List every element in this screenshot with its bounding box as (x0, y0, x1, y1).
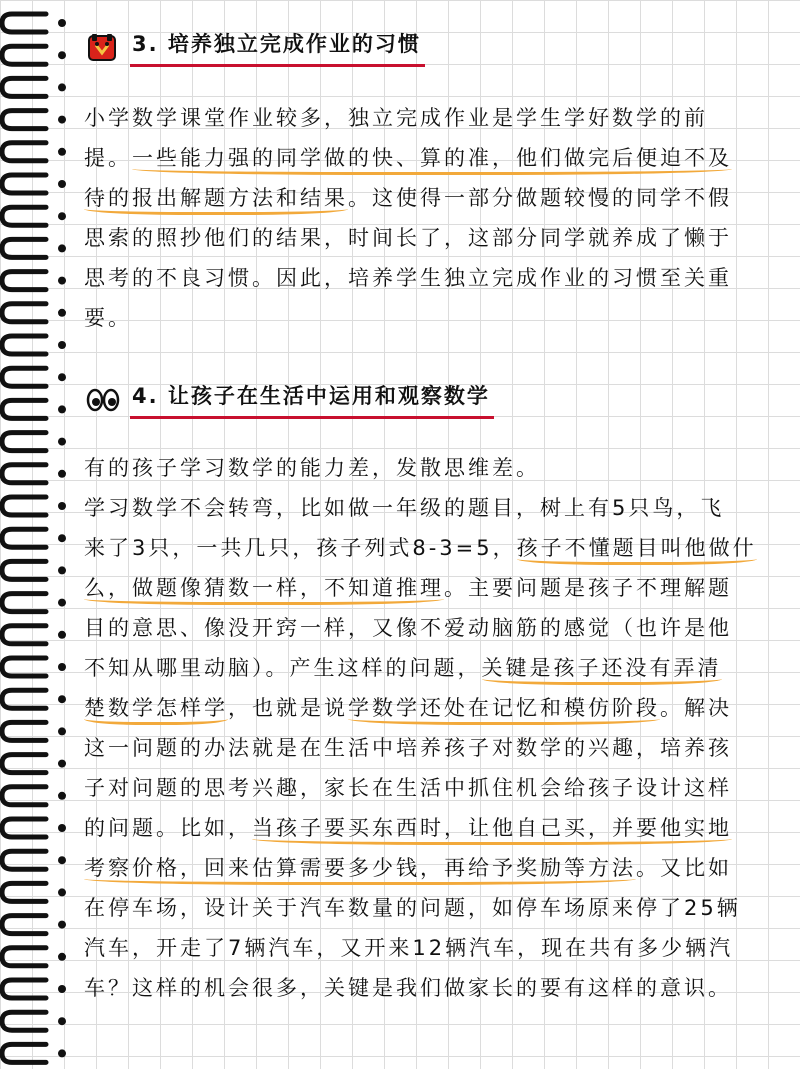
binding-ring (2, 626, 46, 644)
text-line (84, 968, 774, 1008)
text-segment: 。主要问题是孩子不理解题 (444, 576, 732, 600)
eyes-icon (86, 385, 120, 415)
binding-hole (58, 438, 66, 446)
text-segment: 。这使得一部分做题较慢的同学不假 (348, 186, 732, 210)
text-segment: 思考的不良习惯。因此，培养学生独立完成作业的习惯至关重 (84, 266, 732, 290)
binding-hole (58, 212, 66, 220)
binding-ring (2, 658, 46, 676)
text-segment: 有的孩子学习数学的能力差，发散思维差。 (84, 456, 540, 480)
binding-hole (58, 1049, 66, 1057)
text-line (84, 768, 774, 808)
binding-ring (2, 207, 46, 225)
highlighted-text: 待的报出解题方法和结果 (84, 186, 348, 215)
section-4-paragraph (84, 448, 774, 1008)
binding-hole (58, 985, 66, 993)
binding-ring (2, 916, 46, 934)
text-line (84, 608, 774, 648)
binding-hole (58, 180, 66, 188)
binding-ring (2, 883, 46, 901)
binding-ring (2, 272, 46, 290)
binding-ring (2, 304, 46, 322)
binding-hole (58, 148, 66, 156)
binding-hole (58, 888, 66, 896)
text-line (84, 688, 774, 728)
binding-ring (2, 465, 46, 483)
binding-hole (58, 566, 66, 574)
text-line (84, 488, 774, 528)
text-segment: 这一问题的办法就是在生活中培养孩子对数学的兴趣，培养孩 (84, 736, 732, 760)
binding-hole (58, 373, 66, 381)
text-segment: 思索的照抄他们的结果，时间长了，这部分同学就养成了懒于 (84, 226, 732, 250)
text-line (84, 258, 774, 298)
text-segment: ，也就是说 (228, 696, 348, 720)
text-segment: 的问题。比如， (84, 816, 252, 840)
highlighted-text: 么，做题像猜数一样，不知道推理 (84, 576, 444, 605)
binding-hole (58, 502, 66, 510)
text-line (84, 728, 774, 768)
text-segment: 提。 (84, 146, 132, 170)
section-3-paragraph (84, 98, 774, 338)
binding-hole (58, 534, 66, 542)
text-segment: 子对问题的思考兴趣，家长在生活中抓住机会给孩子设计这样 (84, 776, 732, 800)
text-segment: 车？这样的机会很多，关键是我们做家长的要有这样的意识。 (84, 976, 732, 1000)
binding-hole (58, 116, 66, 124)
text-line (84, 448, 774, 488)
binding-hole (58, 760, 66, 768)
binding-ring (2, 433, 46, 451)
text-line (84, 298, 774, 338)
red-book-icon (86, 33, 120, 63)
text-line (84, 648, 774, 688)
text-line (84, 808, 774, 848)
text-line (84, 568, 774, 608)
binding-ring (2, 980, 46, 998)
binding-ring (2, 722, 46, 740)
text-line (84, 928, 774, 968)
binding-hole (58, 470, 66, 478)
binding-hole (58, 953, 66, 961)
text-segment: 汽车，开走了7辆汽车，又开来12辆汽车，现在共有多少辆汽 (84, 936, 734, 960)
binding-hole (58, 51, 66, 59)
spiral-binding (0, 0, 80, 1069)
text-line (84, 888, 774, 928)
text-segment: 。又比如 (636, 856, 732, 880)
binding-ring (2, 143, 46, 161)
binding-ring (2, 1012, 46, 1030)
section-4-heading (86, 380, 494, 419)
binding-ring (2, 851, 46, 869)
binding-ring (2, 175, 46, 193)
binding-hole (58, 405, 66, 413)
binding-ring (2, 755, 46, 773)
binding-hole (58, 727, 66, 735)
text-line (84, 218, 774, 258)
section-4-title: 4. 让孩子在生活中运用和观察数学 (130, 380, 494, 419)
text-segment: 小学数学课堂作业较多，独立完成作业是学生学好数学的前 (84, 106, 708, 130)
text-segment: 来了3只，一共几只，孩子列式8-3=5， (84, 536, 517, 560)
binding-ring (2, 78, 46, 96)
binding-hole (58, 792, 66, 800)
binding-ring (2, 948, 46, 966)
text-line (84, 178, 774, 218)
binding-ring (2, 497, 46, 515)
text-segment: 要。 (84, 306, 132, 330)
binding-hole (58, 19, 66, 27)
binding-ring (2, 529, 46, 547)
text-line (84, 98, 774, 138)
binding-hole (58, 824, 66, 832)
text-line (84, 528, 774, 568)
binding-hole (58, 663, 66, 671)
binding-ring (2, 1044, 46, 1062)
binding-hole (58, 856, 66, 864)
highlighted-text: 当孩子要买东西时，让他自己买，并要他实地 (252, 816, 732, 845)
binding-ring (2, 336, 46, 354)
binding-ring (2, 400, 46, 418)
binding-ring (2, 46, 46, 64)
text-line (84, 848, 774, 888)
binding-hole (58, 599, 66, 607)
text-segment: 不知从哪里动脑）。产生这样的问题， (84, 656, 482, 680)
highlighted-text: 孩子不懂题目叫他做什 (517, 536, 757, 565)
binding-hole (58, 309, 66, 317)
text-line (84, 138, 774, 178)
binding-hole (58, 244, 66, 252)
binding-ring (2, 787, 46, 805)
highlighted-text: 楚数学怎样学 (84, 696, 228, 725)
binding-hole (58, 341, 66, 349)
binding-ring (2, 819, 46, 837)
binding-hole (58, 695, 66, 703)
section-3-heading (86, 28, 425, 67)
binding-ring (2, 368, 46, 386)
highlighted-text: 学数学还处在记忆和模仿阶段 (348, 696, 660, 725)
text-segment: 目的意思、像没开窍一样，又像不爱动脑筋的感觉（也许是他 (84, 616, 732, 640)
highlighted-text: 考察价格，回来估算需要多少钱，再给予奖励等方法 (84, 856, 636, 885)
highlighted-text: 一些能力强的同学做的快、算的准，他们做完后便迫不及 (132, 146, 732, 175)
section-3-title: 3. 培养独立完成作业的习惯 (130, 28, 425, 67)
text-segment: 。解决 (660, 696, 732, 720)
text-segment: 学习数学不会转弯，比如做一年级的题目，树上有5只鸟，飞 (84, 496, 725, 520)
binding-ring (2, 14, 46, 32)
binding-hole (58, 631, 66, 639)
binding-ring (2, 690, 46, 708)
text-segment: 在停车场，设计关于汽车数量的问题，如停车场原来停了25辆 (84, 896, 741, 920)
highlighted-text: 关键是孩子还没有弄清 (482, 656, 722, 685)
binding-ring (2, 239, 46, 257)
binding-hole (58, 1017, 66, 1025)
binding-ring (2, 561, 46, 579)
binding-ring (2, 594, 46, 612)
binding-hole (58, 83, 66, 91)
binding-ring (2, 111, 46, 129)
binding-hole (58, 277, 66, 285)
binding-hole (58, 921, 66, 929)
